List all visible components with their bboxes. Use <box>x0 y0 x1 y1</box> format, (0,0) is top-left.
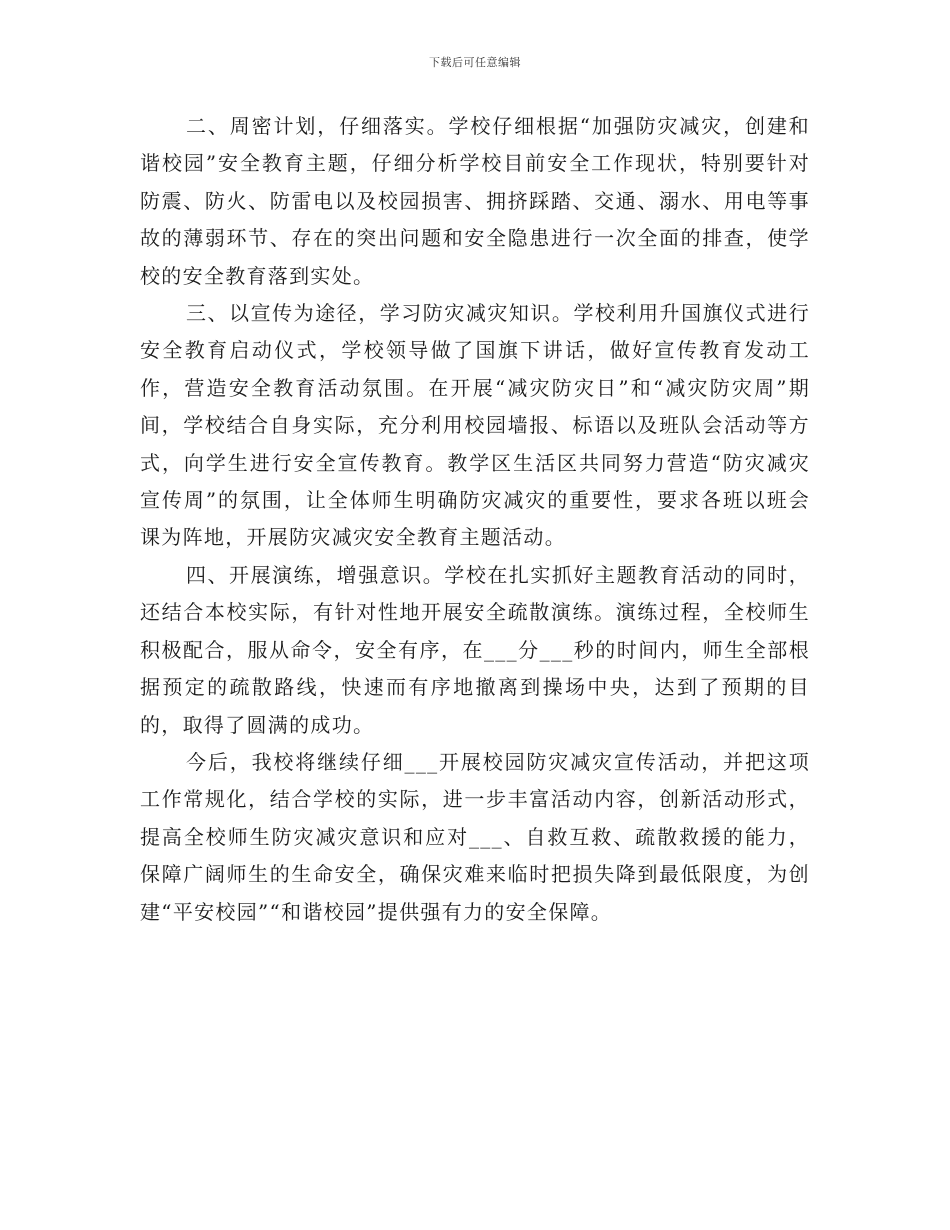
paragraph-future: 今后，我校将继续仔细___开展校园防灾减灾宣传活动，并把这项工作常规化，结合学校的实际，进一步丰富活动内容，创新活动形式，提高全校师生防灾减灾意识和应对___、自救互救、疏散救援的能力，保障广阔师生的生命安全，确保灾难来临时把损失降到最低限度，为创建“平安校园”“和谐校园”提供强有力的安全保障。 <box>140 749 810 924</box>
paragraph-planning: 二、周密计划，仔细落实。学校仔细根据“加强防灾减灾，创建和谐校园”安全教育主题，仔细分析学校目前安全工作现状，特别要针对防震、防火、防雷电以及校园损害、拥挤踩踏、交通、溺水、用电等事故的薄弱环节、存在的突出问题和安全隐患进行一次全面的排查，使学校的安全教育落到实处。 <box>140 114 810 288</box>
paragraph-drill: 四、开展演练，增强意识。学校在扎实抓好主题教育活动的同时，还结合本校实际，有针对性地开展安全疏散演练。演练过程，全校师生积极配合，服从命令，安全有序，在___分___秒的时间内，师生全部根据预定的疏散路线，快速而有序地撤离到操场中央，达到了预期的目的，取得了圆满的成功。 <box>140 562 810 737</box>
paragraph-publicity: 三、以宣传为途径，学习防灾减灾知识。学校利用升国旗仪式进行安全教育启动仪式，学校领导做了国旗下讲话，做好宣传教育发动工作，营造安全教育活动氛围。在开展“减灾防灾日”和“减灾防灾周”期间，学校结合自身实际，充分利用校园墙报、标语以及班队会活动等方式，向学生进行安全宣传教育。教学区生活区共同努力营造“防灾减灾宣传周”的氛围，让全体师生明确防灾减灾的重要性，要求各班以班会课为阵地，开展防灾减灾安全教育主题活动。 <box>140 301 810 550</box>
document-body <box>140 108 810 931</box>
page-header: 下载后可任意编辑 <box>429 56 521 69</box>
